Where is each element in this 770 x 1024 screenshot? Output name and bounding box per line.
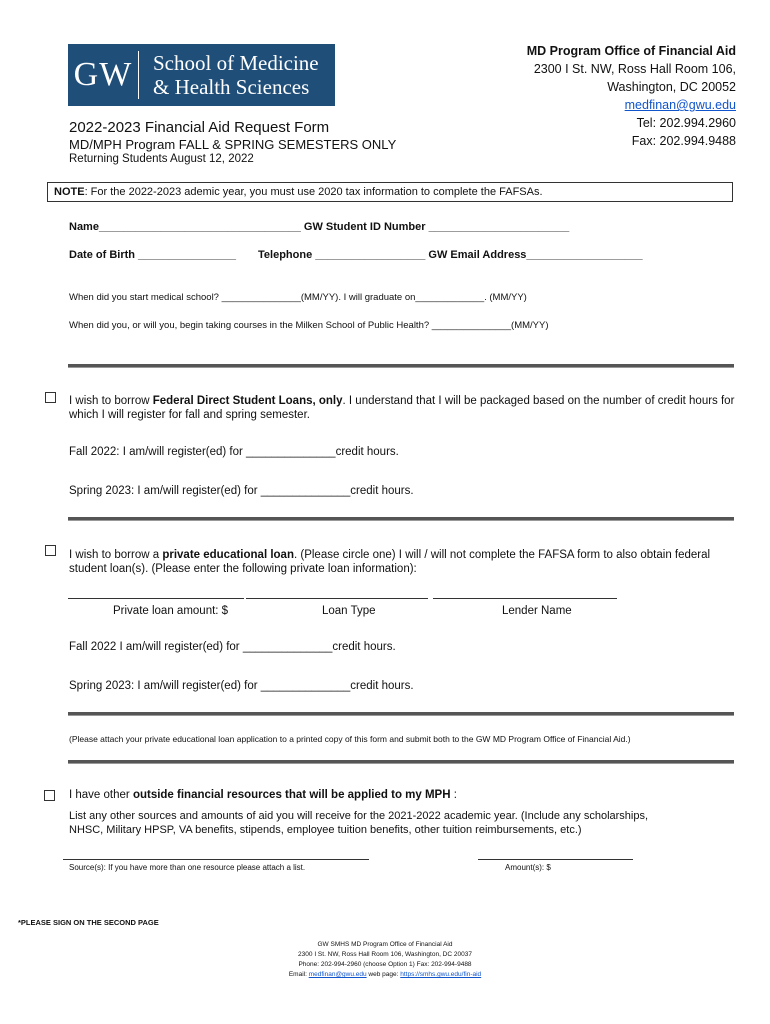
fall-credit-hours-field[interactable]: Fall 2022: I am/will register(ed) for ______________credit hours. [69,446,399,458]
sign-second-page-note: *PLEASE SIGN ON THE SECOND PAGE [18,918,159,927]
private-loan-checkbox[interactable] [45,545,56,556]
lender-name-blank[interactable] [433,598,617,599]
name-id-field[interactable]: Name_________________________________ GW Student ID Number _______________________ [69,221,570,233]
private-loan-text [69,548,735,576]
footer-email-label: Email: [288,971,309,978]
form-subtitle: MD/MPH Program FALL & SPRING SEMESTERS ONLY [69,137,397,152]
amounts-blank[interactable] [478,859,633,860]
loan-type-blank[interactable] [246,598,428,599]
attach-instructions: (Please attach your private educational loan application to a printed copy of this form and submit both to the GW MD Program Office of Financial Aid.) [69,734,631,744]
footer-email-link[interactable]: medfinan@gwu.edu [308,971,367,978]
private-fall-credit-field[interactable]: Fall 2022 I am/will register(ed) for ______________credit hours. [69,641,396,653]
note-box [47,182,733,202]
loan-amount-label: Private loan amount: $ [113,605,229,617]
footer-line-3: Phone: 202-994-2960 (choose Option 1) Fax: 202-994-9488 [298,961,472,968]
outside-resources-post: : [450,789,457,801]
school-logo [68,44,335,106]
form-returning-date: Returning Students August 12, 2022 [69,153,254,165]
sources-label: Source(s): If you have more than one resource please attach a list. [69,863,306,872]
section-divider-2 [68,517,734,521]
outside-resources-checkbox[interactable] [44,790,55,801]
note-label: NOTE [54,186,85,198]
federal-loans-pre: I wish to borrow [69,395,153,407]
office-title: MD Program Office of Financial Aid [526,44,736,58]
section-divider-1 [68,364,734,368]
section-divider-4 [68,760,734,764]
footer-line-2: 2300 I St. NW, Ross Hall Room 106, Washington, DC 20037 [298,951,472,958]
milken-start-field[interactable]: When did you, or will you, begin taking courses in the Milken School of Public Health? _______________(MM/YY) [69,320,549,331]
footer-line-1: GW SMHS MD Program Office of Financial Aid [317,941,453,948]
private-loan-post: . (Please circle one) I will / will not complete the FAFSA form to also obtain federal student loan(s). (Please enter the following private loan information): [69,549,711,575]
logo-wordmark [145,51,319,99]
telephone-email-field[interactable]: Telephone __________________ GW Email Address___________________ [258,249,643,261]
footer [0,940,770,980]
office-fax: Fax: 202.994.9488 [631,134,736,148]
spring-credit-hours-field[interactable]: Spring 2023: I am/will register(ed) for ______________credit hours. [69,485,414,497]
footer-line-4 [0,970,770,980]
start-graduate-field[interactable]: When did you start medical school? _______________(MM/YY). I will graduate on_____________. (MM/YY) [69,292,527,303]
outside-resources-pre: I have other [69,789,133,801]
amounts-label: Amount(s): $ [505,863,551,872]
office-address-2: Washington, DC 20052 [607,80,736,94]
outside-resources-list-instructions: List any other sources and amounts of aid you will receive for the 2021-2022 academic year. (Include any scholarships, NHSC, Military HPSP, VA benefits, stipends, employee tuition benefits, other tuition reimbursements, etc.) [69,810,649,836]
note-text: : For the 2022-2023 ademic year, you must use 2020 tax information to complete the FAFSAs. [84,186,543,198]
section-divider-3 [68,712,734,716]
sources-blank[interactable] [63,859,369,860]
office-contact-block [527,42,736,150]
office-address-1: 2300 I St. NW, Ross Hall Room 106, [533,62,736,76]
federal-loans-post: . I understand that I will be packaged based on the number of credit hours for which I will register for fall and spring semester. [69,395,735,421]
private-loan-bold: private educational loan [162,549,294,561]
logo-divider [138,51,139,99]
footer-web-label: web page: [366,971,401,978]
footer-web-link[interactable]: https://smhs.gwu.edu/fin-aid [400,971,482,978]
office-tel: Tel: 202.994.2960 [636,116,736,130]
outside-resources-bold: outside financial resources that will be applied to my MPH [132,789,451,801]
outside-resources-text [69,788,457,802]
federal-loans-text [69,394,735,422]
form-title: 2022-2023 Financial Aid Request Form [69,119,330,136]
loan-type-label: Loan Type [322,605,376,617]
lender-name-label: Lender Name [502,605,572,617]
logo-line-1: School of Medicine [153,51,319,75]
logo-line-2: & Health Sciences [153,75,310,99]
private-spring-credit-field[interactable]: Spring 2023: I am/will register(ed) for ______________credit hours. [69,680,414,692]
federal-loans-checkbox[interactable] [45,392,56,403]
office-email-link[interactable]: medfinan@gwu.edu [624,98,736,112]
loan-amount-blank[interactable] [68,598,244,599]
dob-field[interactable]: Date of Birth ________________ [69,249,236,261]
private-loan-pre: I wish to borrow a [69,549,163,561]
federal-loans-bold: Federal Direct Student Loans, only [152,395,343,407]
logo-gw-mark: GW [73,56,133,93]
